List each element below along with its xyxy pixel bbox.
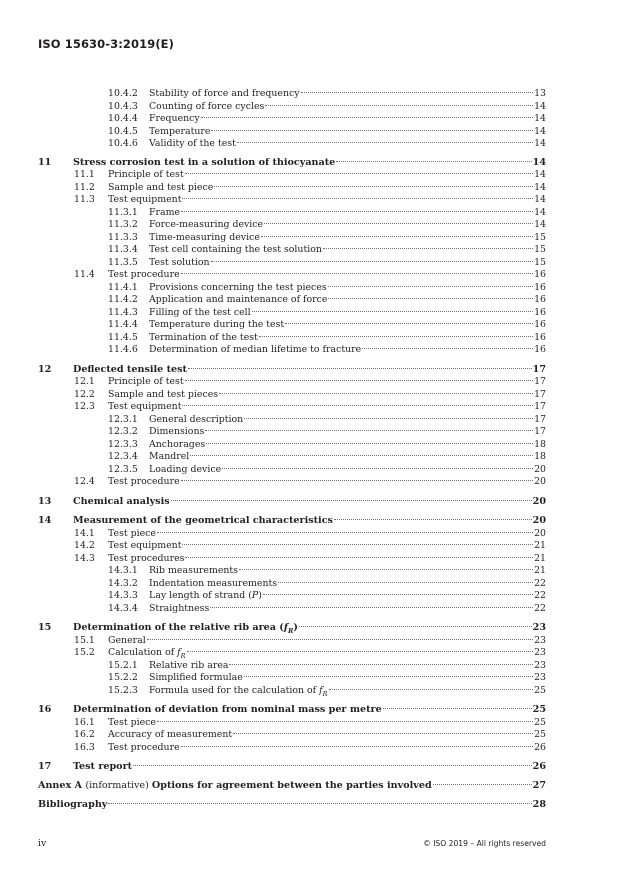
toc-entry-title: Dimensions [149, 426, 205, 437]
toc-entry[interactable] [38, 553, 546, 565]
toc-entry-title: Simplified formulae [149, 672, 243, 683]
toc-entry-page: 17 [534, 426, 546, 437]
toc-entry-title: Force-measuring device [149, 219, 264, 230]
toc-entry-title: Test procedure [108, 476, 180, 487]
toc-entry-title: Loading device [149, 464, 222, 475]
dot-leader [185, 557, 533, 558]
toc-entry-page: 16 [534, 269, 546, 280]
toc-entry-number: 12.3.4 [108, 451, 138, 462]
toc-entry-number: 13 [38, 496, 52, 507]
toc-entry-page: 23 [534, 672, 546, 683]
toc-entry-title: Test piece [108, 528, 156, 539]
toc-entry-title: Accuracy of measurement [108, 729, 233, 740]
dot-leader [328, 298, 533, 299]
dot-leader [264, 223, 533, 224]
toc-entry-page: 22 [534, 590, 546, 601]
toc-entry-title: Frame [149, 207, 181, 218]
dot-leader [261, 236, 533, 237]
toc-entry[interactable] [38, 515, 546, 527]
toc-entry-title: Temperature [149, 126, 211, 137]
toc-entry[interactable] [38, 282, 546, 294]
toc-entry[interactable] [38, 232, 546, 244]
toc-entry-number: 12.3.2 [108, 426, 138, 437]
toc-entry-number: 15.1 [74, 635, 95, 646]
dot-leader [211, 261, 533, 262]
toc-entry-title: Stress corrosion test in a solution of thiocyanate [73, 157, 336, 168]
toc-entry-number: 11.4.4 [108, 319, 138, 330]
dot-leader [263, 594, 533, 595]
toc-entry-page: 17 [534, 414, 546, 425]
toc-entry-page: 14 [532, 157, 546, 168]
dot-leader [433, 784, 532, 785]
dot-leader [285, 323, 533, 324]
toc-entry[interactable] [38, 451, 546, 463]
toc-entry[interactable] [38, 88, 546, 100]
dot-leader [157, 532, 533, 533]
toc-entry[interactable] [38, 704, 546, 716]
toc-entry-number: 14.3.2 [108, 578, 138, 589]
toc-entry[interactable] [38, 685, 546, 697]
dot-leader [334, 519, 532, 520]
toc-entry-title: Determination of the relative rib area $(f_R)$ [73, 622, 298, 635]
toc-entry-page: 14 [534, 207, 546, 218]
toc-entry-number: 17 [38, 761, 52, 772]
toc-entry-title: Chemical analysis [73, 496, 170, 507]
toc-entry-number: 12 [38, 364, 52, 375]
toc-entry-title: Lay length of strand (P) [149, 590, 262, 601]
toc-entry-title: Relative rib area [149, 660, 229, 671]
toc-entry[interactable] [38, 578, 546, 590]
toc-entry-title: Deflected tensile test [73, 364, 187, 375]
toc-entry-title: Calculation of $f_R$ [108, 647, 186, 660]
toc-entry-page: 25 [534, 729, 546, 740]
toc-entry-title: Counting of force cycles [149, 101, 265, 112]
toc-entry-title: Test equipment [108, 401, 182, 412]
toc-entry[interactable] [38, 717, 546, 729]
toc-entry-number: 11.3.2 [108, 219, 138, 230]
toc-entry-number: 15 [38, 622, 52, 633]
toc-entry-number: 11.3.5 [108, 257, 138, 268]
toc-entry-page: 14 [534, 138, 546, 149]
toc-entry-page: 23 [532, 622, 546, 633]
toc-entry-page: 25 [534, 717, 546, 728]
toc-entry-title: Sample and test pieces [108, 389, 219, 400]
toc-entry-number: 14.2 [74, 540, 95, 551]
toc-entry-page: 17 [534, 389, 546, 400]
toc-entry-page: 25 [534, 685, 546, 696]
dot-leader [182, 544, 533, 545]
dot-leader [182, 405, 533, 406]
toc-entry-number: 10.4.4 [108, 113, 138, 124]
toc-entry[interactable] [38, 138, 546, 150]
toc-entry-number: 16.2 [74, 729, 95, 740]
toc-entry-number: 12.1 [74, 376, 95, 387]
dot-leader [185, 173, 533, 174]
toc-entry-page: 23 [534, 660, 546, 671]
toc-entry-number: 12.3.3 [108, 439, 138, 450]
toc-entry-title: General description [149, 414, 244, 425]
toc-entry-page: 16 [534, 344, 546, 355]
dot-leader [182, 198, 533, 199]
dot-leader [181, 480, 533, 481]
toc-entry-page: 23 [534, 647, 546, 658]
toc-entry-title: Provisions concerning the test pieces [149, 282, 327, 293]
toc-entry-number: 10.4.5 [108, 126, 138, 137]
dot-leader [278, 582, 533, 583]
toc-entry-number: 16.3 [74, 742, 95, 753]
page-number: iv [38, 838, 47, 849]
toc-entry[interactable] [38, 244, 546, 256]
toc-entry-title: Measurement of the geometrical characteristics [73, 515, 333, 526]
toc-entry-number: 11.3.4 [108, 244, 138, 255]
toc-entry-title: Rib measurements [149, 565, 238, 576]
dot-leader [219, 393, 533, 394]
dot-leader [108, 803, 531, 804]
dot-leader [171, 500, 532, 501]
toc-entry-page: 21 [534, 540, 546, 551]
dot-leader [205, 430, 533, 431]
toc-entry-number: 10.4.3 [108, 101, 138, 112]
toc-entry[interactable] [38, 426, 546, 438]
dot-leader [187, 651, 534, 652]
dot-leader [244, 418, 533, 419]
dot-leader [185, 380, 533, 381]
toc-entry-page: 13 [534, 88, 546, 99]
toc-entry[interactable] [38, 603, 546, 615]
toc-entry[interactable] [38, 319, 546, 331]
toc-entry[interactable] [38, 742, 546, 754]
toc-entry-page: 15 [534, 257, 546, 268]
toc-entry-title: Test piece [108, 717, 156, 728]
dot-leader [201, 117, 533, 118]
toc-entry-title: Indentation measurements [149, 578, 278, 589]
toc-entry-number: 12.3.5 [108, 464, 138, 475]
toc-entry-page: 14 [534, 169, 546, 180]
toc-entry-page: 17 [534, 401, 546, 412]
toc-entry-number: 14.3.4 [108, 603, 138, 614]
toc-entry[interactable] [38, 660, 546, 672]
toc-entry[interactable] [38, 496, 546, 508]
toc-entry-title: Principle of test [108, 169, 184, 180]
toc-entry[interactable] [38, 401, 546, 413]
dot-leader [222, 468, 533, 469]
toc-entry[interactable] [38, 294, 546, 306]
dot-leader [181, 211, 533, 212]
dot-leader [383, 708, 532, 709]
toc-entry[interactable] [38, 157, 546, 169]
toc-entry-title: Anchorages [149, 439, 206, 450]
toc-entry[interactable] [38, 257, 546, 269]
toc-entry-title: Test procedure [108, 269, 180, 280]
toc-entry-number: 16 [38, 704, 52, 715]
toc-entry-title: Filling of the test cell [149, 307, 251, 318]
toc-entry-number: 14.3.1 [108, 565, 138, 576]
dot-leader [336, 161, 531, 162]
toc-entry-number: 11.4.5 [108, 332, 138, 343]
toc-entry-title: Validity of the test [149, 138, 236, 149]
toc-entry-title: Test procedures [108, 553, 185, 564]
toc-entry[interactable] [38, 169, 546, 181]
toc-entry-title: Test procedure [108, 742, 180, 753]
toc-entry-number: 11.1 [74, 169, 95, 180]
toc-entry-number: 11.4 [74, 269, 95, 280]
dot-leader [206, 443, 533, 444]
toc-entry-number: 15.2.1 [108, 660, 138, 671]
toc-entry[interactable] [38, 647, 546, 659]
toc-entry-number: 11.3.3 [108, 232, 138, 243]
toc-entry-page: 20 [532, 496, 546, 507]
toc-entry-number: 11.4.2 [108, 294, 138, 305]
dot-leader [157, 721, 533, 722]
toc-entry-page: 26 [534, 742, 546, 753]
dot-leader [233, 733, 533, 734]
toc-entry-page: 22 [534, 578, 546, 589]
toc-entry[interactable] [38, 207, 546, 219]
toc-entry[interactable] [38, 476, 546, 488]
toc-entry[interactable] [38, 622, 546, 634]
dot-leader [133, 765, 532, 766]
dot-leader [229, 664, 533, 665]
copyright-notice: © ISO 2019 – All rights reserved [423, 839, 546, 848]
toc-entry-title: Formula used for the calculation of $f_R$ [149, 685, 328, 698]
toc-entry-page: 15 [534, 244, 546, 255]
toc-entry-page: 23 [534, 635, 546, 646]
toc-entry-number: 10.4.6 [108, 138, 138, 149]
dot-leader [259, 336, 533, 337]
toc-entry-number: 15.2 [74, 647, 95, 658]
toc-entry[interactable] [38, 439, 546, 451]
toc-entry[interactable] [38, 194, 546, 206]
toc-entry[interactable] [38, 414, 546, 426]
toc-entry[interactable] [38, 219, 546, 231]
toc-entry-page: 14 [534, 182, 546, 193]
dot-leader [239, 569, 533, 570]
toc-entry-number: 14 [38, 515, 52, 526]
toc-entry-title: Time-measuring device [149, 232, 260, 243]
toc-entry[interactable] [38, 269, 546, 281]
dot-leader [181, 746, 533, 747]
dot-leader [299, 626, 532, 627]
toc-entry-page: 16 [534, 319, 546, 330]
toc-entry-title: Test cell containing the test solution [149, 244, 322, 255]
toc-entry-title: Stability of force and frequency [149, 88, 300, 99]
toc-entry-title: Bibliography [38, 799, 108, 810]
toc-entry[interactable] [38, 307, 546, 319]
dot-leader [328, 286, 533, 287]
toc-entry[interactable] [38, 590, 546, 602]
toc-entry-page: 27 [532, 780, 546, 791]
toc-entry-page: 21 [534, 565, 546, 576]
dot-leader [214, 186, 533, 187]
toc-entry-number: 14.3.3 [108, 590, 138, 601]
toc-entry-page: 14 [534, 126, 546, 137]
toc-entry-number: 16.1 [74, 717, 95, 728]
toc-entry-page: 22 [534, 603, 546, 614]
toc-entry[interactable] [38, 364, 546, 376]
toc-entry-title: General [108, 635, 146, 646]
toc-entry[interactable] [38, 799, 546, 811]
toc-entry-title: Frequency [149, 113, 200, 124]
toc-entry-page: 20 [534, 476, 546, 487]
toc-entry-page: 14 [534, 194, 546, 205]
toc-entry-page: 25 [532, 704, 546, 715]
toc-entry-title: Test equipment [108, 194, 182, 205]
toc-entry-title: Sample and test piece [108, 182, 214, 193]
toc-entry-number: 12.4 [74, 476, 95, 487]
toc-entry-title: Straightness [149, 603, 210, 614]
toc-entry[interactable] [38, 540, 546, 552]
toc-entry-page: 20 [532, 515, 546, 526]
toc-entry-page: 16 [534, 294, 546, 305]
toc-entry-title: Determination of median lifetime to fracture [149, 344, 362, 355]
dot-leader [301, 92, 533, 93]
toc-entry-title: Annex A (informative) Options for agreement between the parties involved [38, 780, 432, 791]
dot-leader [210, 607, 533, 608]
toc-entry-number: 10.4.2 [108, 88, 138, 99]
toc-entry[interactable] [38, 113, 546, 125]
dot-leader [190, 455, 533, 456]
toc-entry-number: 11.3.1 [108, 207, 138, 218]
toc-entry-page: 14 [534, 219, 546, 230]
toc-entry-number: 15.2.3 [108, 685, 138, 696]
dot-leader [188, 368, 532, 369]
toc-entry[interactable] [38, 729, 546, 741]
toc-entry-number: 11 [38, 157, 52, 168]
toc-entry-title: Determination of deviation from nominal mass per metre [73, 704, 382, 715]
toc-entry-number: 11.4.3 [108, 307, 138, 318]
toc-entry-page: 28 [532, 799, 546, 810]
dot-leader [323, 248, 533, 249]
dot-leader [147, 639, 533, 640]
toc-entry-title: Test solution [149, 257, 210, 268]
toc-entry[interactable] [38, 101, 546, 113]
toc-entry[interactable] [38, 126, 546, 138]
toc-entry[interactable] [38, 389, 546, 401]
toc-entry-page: 15 [534, 232, 546, 243]
toc-entry-number: 14.1 [74, 528, 95, 539]
dot-leader [211, 130, 533, 131]
toc-entry-page: 14 [534, 101, 546, 112]
toc-entry-page: 16 [534, 332, 546, 343]
dot-leader [237, 142, 533, 143]
toc-entry-title: Mandrel [149, 451, 190, 462]
toc-entry[interactable] [38, 182, 546, 194]
toc-entry-title: Principle of test [108, 376, 184, 387]
toc-entry-number: 14.3 [74, 553, 95, 564]
toc-entry[interactable] [38, 635, 546, 647]
toc-entry[interactable] [38, 565, 546, 577]
dot-leader [252, 311, 533, 312]
toc-entry[interactable] [38, 528, 546, 540]
toc-entry-page: 17 [532, 364, 546, 375]
toc-entry[interactable] [38, 672, 546, 684]
toc-entry-number: 12.3 [74, 401, 95, 412]
toc-entry-number: 11.4.6 [108, 344, 138, 355]
toc-entry-page: 17 [534, 376, 546, 387]
toc-entry[interactable] [38, 376, 546, 388]
dot-leader [329, 689, 534, 690]
toc-entry-title: Temperature during the test [149, 319, 285, 330]
toc-entry[interactable] [38, 344, 546, 356]
toc-entry-title: Test report [73, 761, 133, 772]
toc-entry-number: 11.2 [74, 182, 95, 193]
toc-entry-title: Test equipment [108, 540, 182, 551]
toc-entry-page: 16 [534, 282, 546, 293]
toc-entry-title: Application and maintenance of force [149, 294, 328, 305]
toc-entry-number: 11.4.1 [108, 282, 138, 293]
toc-entry-number: 12.3.1 [108, 414, 138, 425]
toc-entry-page: 26 [532, 761, 546, 772]
toc-entry-page: 18 [534, 439, 546, 450]
toc-entry-page: 14 [534, 113, 546, 124]
toc-entry-number: 11.3 [74, 194, 95, 205]
toc-entry[interactable] [38, 332, 546, 344]
toc-entry[interactable] [38, 761, 546, 773]
dot-leader [362, 348, 533, 349]
toc-entry[interactable] [38, 464, 546, 476]
toc-entry-page: 16 [534, 307, 546, 318]
dot-leader [181, 273, 533, 274]
toc-entry-page: 20 [534, 464, 546, 475]
toc-entry-number: 12.2 [74, 389, 95, 400]
document-header: ISO 15630-3:2019(E) [38, 37, 174, 51]
toc-entry-page: 18 [534, 451, 546, 462]
toc-entry-title: Termination of the test [149, 332, 258, 343]
toc-entry-page: 21 [534, 553, 546, 564]
toc-entry-number: 15.2.2 [108, 672, 138, 683]
dot-leader [244, 676, 533, 677]
toc-entry[interactable] [38, 780, 546, 792]
toc-entry-page: 20 [534, 528, 546, 539]
dot-leader [265, 105, 533, 106]
